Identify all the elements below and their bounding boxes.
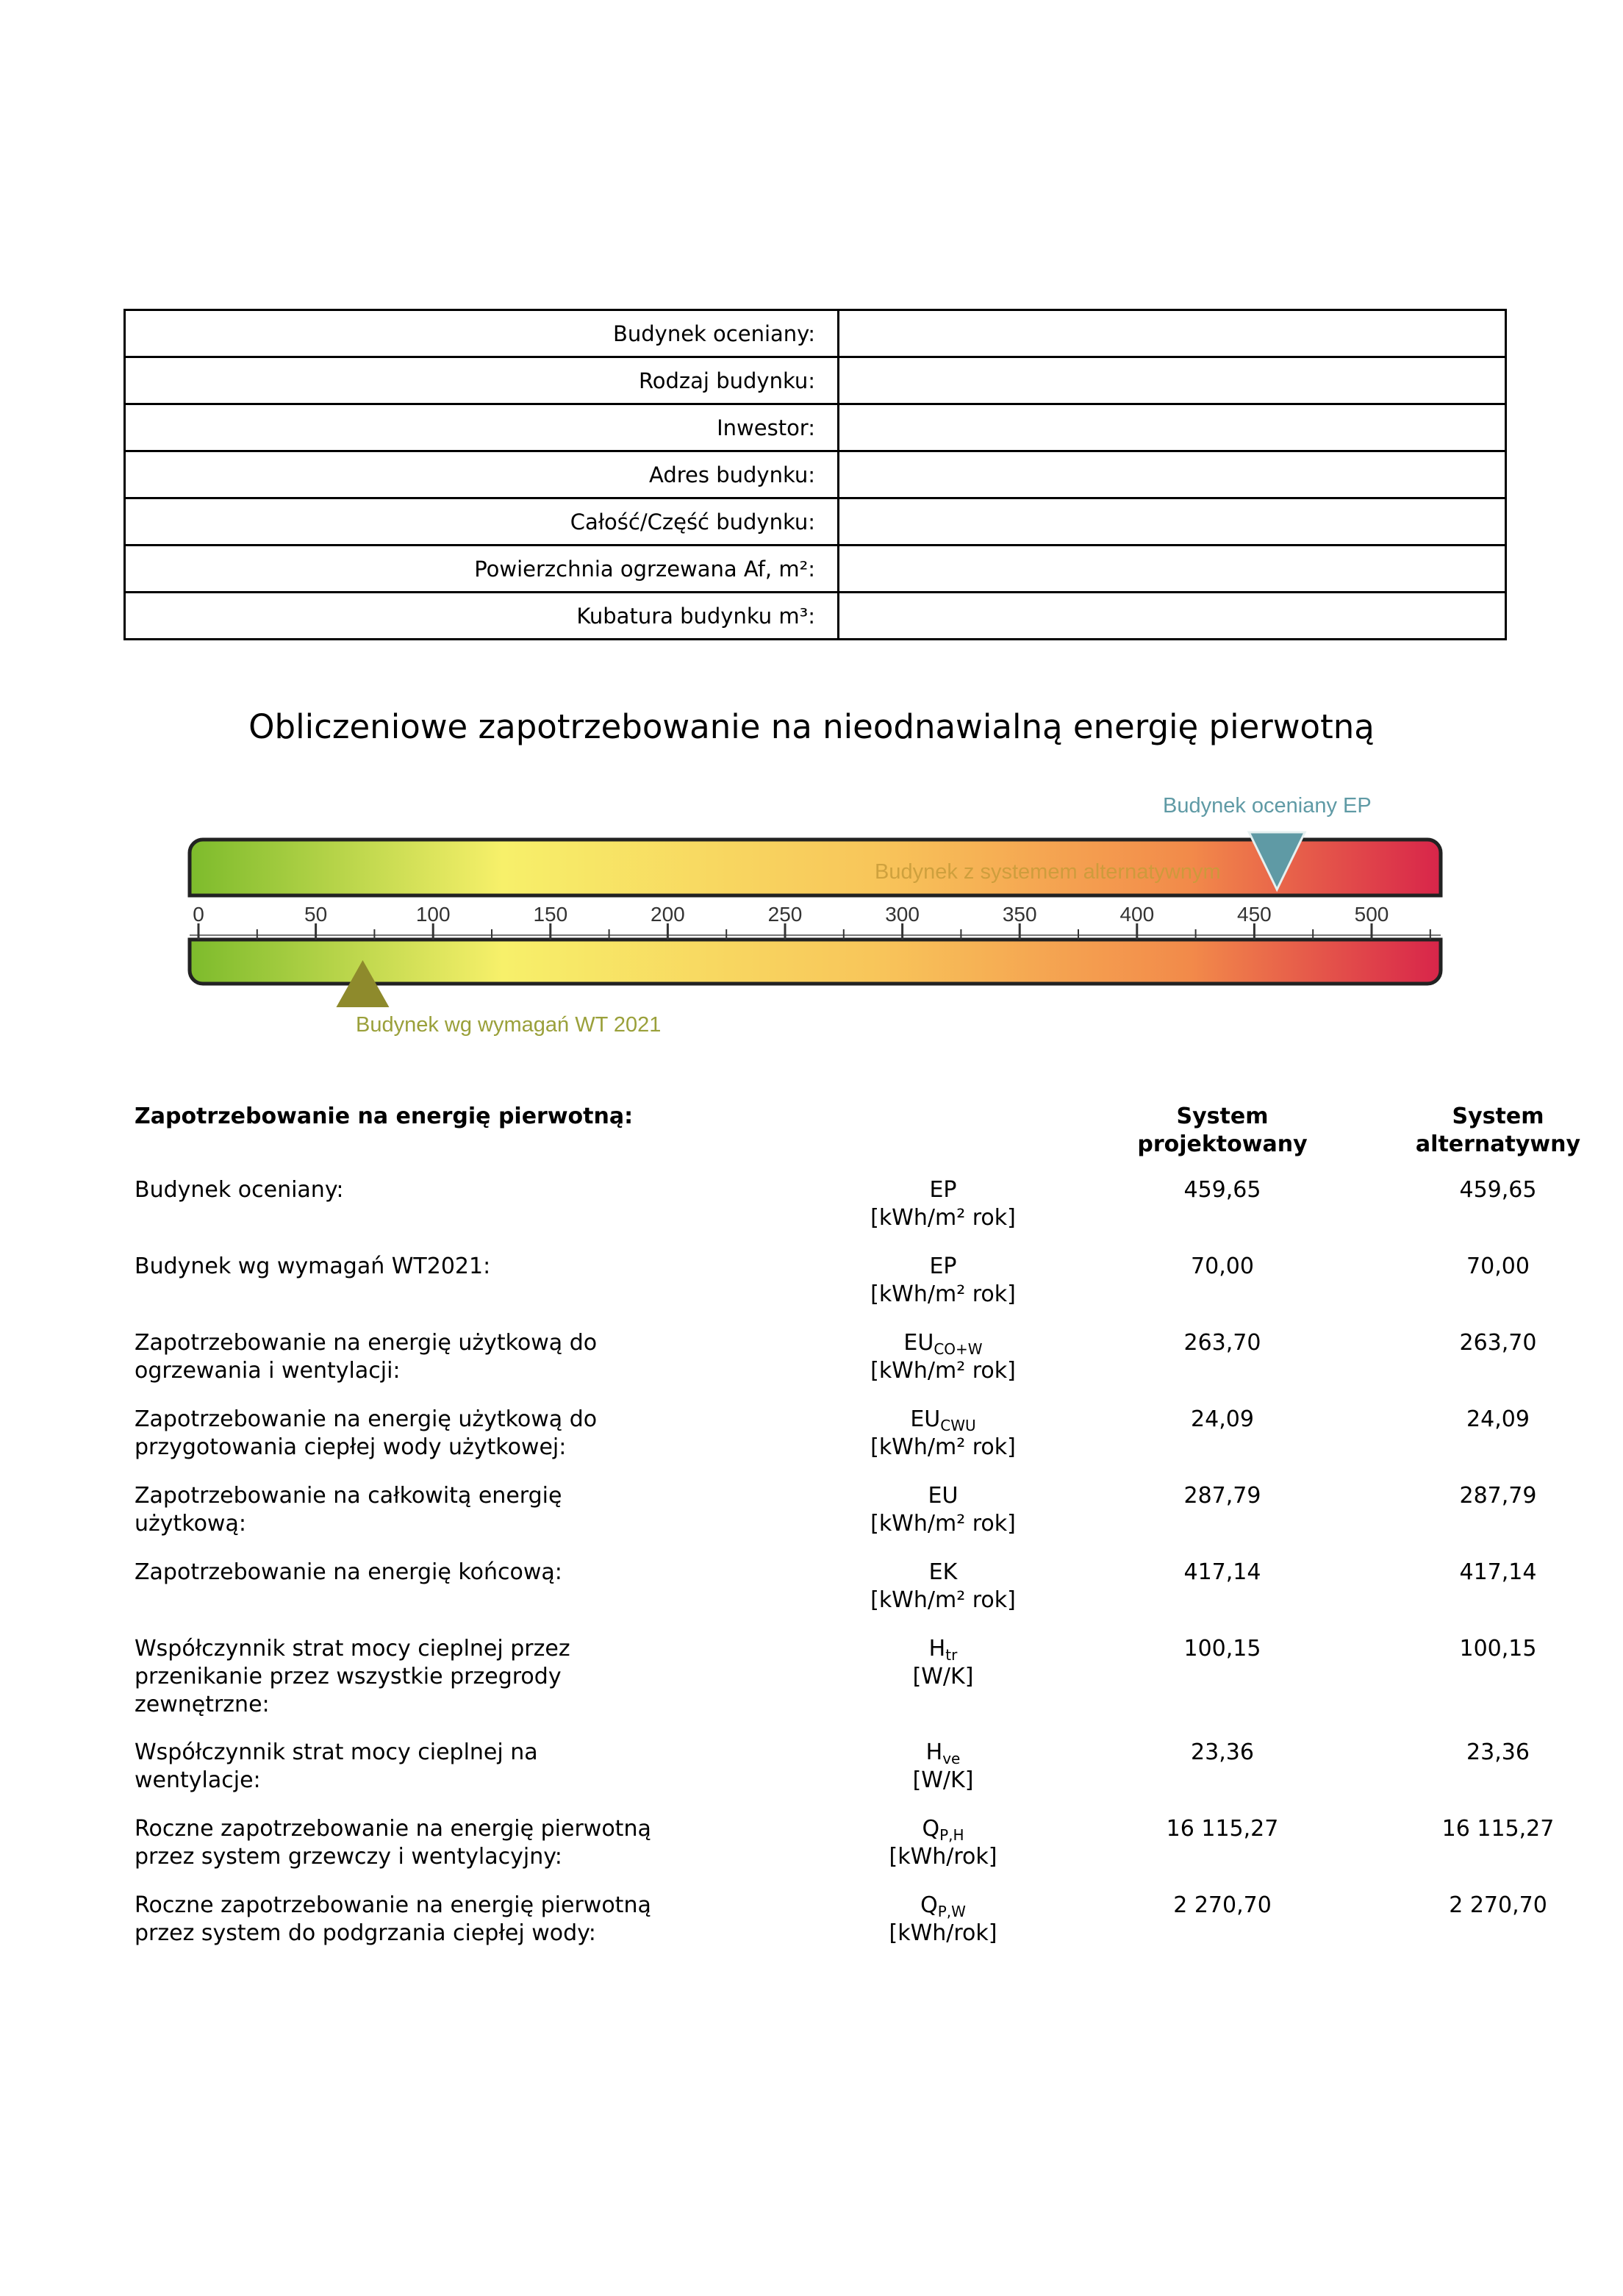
info-label: Budynek oceniany: (125, 310, 839, 357)
row-symbol: EU [kWh/m² rok] (870, 1483, 1016, 1537)
row-value-projected: 24,09 (1191, 1406, 1254, 1432)
row-description: Zapotrzebowanie na całkowitą energię użytkową: (135, 1483, 562, 1537)
row-description: Zapotrzebowanie na energię końcową: (135, 1559, 562, 1585)
info-label: Inwestor: (125, 404, 839, 451)
row-value-projected: 263,70 (1183, 1330, 1261, 1356)
row-value-alternative: 2 270,70 (1449, 1892, 1547, 1918)
page-title: Obliczeniowe zapotrzebowanie na nieodnawialną energię pierwotną (248, 707, 1375, 746)
row-value-projected: 287,79 (1183, 1483, 1261, 1509)
row-symbol: $EU_{CWU}$ [kWh/m² rok] (870, 1406, 1016, 1460)
building-info-table (123, 309, 1507, 640)
scale-tick-label: 100 (415, 903, 451, 926)
info-value (839, 593, 1506, 640)
row-symbol: $H_{ve}$ [W/K] (912, 1739, 974, 1793)
scale-tick-label: 200 (651, 903, 685, 926)
info-row (125, 357, 1506, 404)
info-row (125, 404, 1506, 451)
row-value-alternative: 24,09 (1466, 1406, 1530, 1432)
info-value (839, 451, 1506, 498)
scale-tick-label: 250 (767, 903, 803, 926)
row-value-alternative: 100,15 (1459, 1636, 1537, 1662)
row-symbol: $EU_{CO+W}$ [kWh/m² rok] (870, 1330, 1016, 1384)
info-value (839, 404, 1506, 451)
row-description: Zapotrzebowanie na energię użytkową do ogrzewania i wentylacji: (135, 1330, 598, 1384)
scale-tick-label: 450 (1237, 903, 1272, 926)
info-row (125, 546, 1506, 593)
info-value (839, 546, 1506, 593)
info-value (839, 498, 1506, 546)
row-value-alternative: 16 115,27 (1441, 1816, 1555, 1842)
info-label: Całość/Część budynku: (125, 498, 839, 546)
marker-alt-label: Budynek z systemem alternatywnym (875, 860, 1221, 884)
info-row (125, 498, 1506, 546)
row-value-alternative: 70,00 (1466, 1253, 1530, 1279)
row-symbol: EP [kWh/m² rok] (870, 1253, 1016, 1307)
row-value-alternative: 459,65 (1459, 1177, 1537, 1203)
row-description: Budynek wg wymagań WT2021: (135, 1253, 491, 1279)
row-value-projected: 100,15 (1183, 1636, 1261, 1662)
header-col2: System alternatywny (1415, 1104, 1581, 1157)
row-description: Budynek oceniany: (135, 1177, 344, 1203)
info-label: Rodzaj budynku: (125, 357, 839, 404)
row-value-alternative: 287,79 (1459, 1483, 1537, 1509)
info-row (125, 451, 1506, 498)
energy-scale (0, 779, 1623, 1059)
marker-wt-label: Budynek wg wymagań WT 2021 (356, 1013, 662, 1037)
row-value-projected: 16 115,27 (1166, 1816, 1279, 1842)
scale-tick-label: 400 (1119, 903, 1155, 926)
row-value-projected: 459,65 (1183, 1177, 1261, 1203)
row-symbol: $Q_{P,H}$ [kWh/rok] (889, 1816, 997, 1870)
scale-tick-label: 500 (1354, 903, 1389, 926)
scale-tick-label: 350 (1002, 903, 1037, 926)
row-description: Współczynnik strat mocy cieplnej przez przenikanie przez wszystkie przegrody zewnętrzne: (135, 1636, 570, 1717)
info-label: Adres budynku: (125, 451, 839, 498)
info-value (839, 310, 1506, 357)
row-value-alternative: 417,14 (1459, 1559, 1537, 1585)
scale-tick-label: 50 (304, 903, 328, 926)
header-col1: System projektowany (1137, 1104, 1308, 1157)
scale-bottom-bar (190, 940, 1441, 984)
row-symbol: EK [kWh/m² rok] (870, 1559, 1016, 1613)
info-row (125, 593, 1506, 640)
info-row (125, 310, 1506, 357)
scale-top-bar (190, 840, 1441, 895)
row-symbol: EP [kWh/m² rok] (870, 1177, 1016, 1231)
row-description: Zapotrzebowanie na energię użytkową do przygotowania ciepłej wody użytkowej: (135, 1406, 598, 1460)
row-symbol: $H_{tr}$ [W/K] (912, 1636, 974, 1689)
row-value-alternative: 23,36 (1466, 1739, 1530, 1765)
marker-ep-label: Budynek oceniany EP (1163, 794, 1372, 818)
row-value-alternative: 263,70 (1459, 1330, 1537, 1356)
row-value-projected: 70,00 (1191, 1253, 1254, 1279)
info-label: Kubatura budynku m³: (125, 593, 839, 640)
row-symbol: $Q_{P,W}$ [kWh/rok] (889, 1892, 997, 1946)
info-label: Powierzchnia ogrzewana Af, m²: (125, 546, 839, 593)
row-description: Współczynnik strat mocy cieplnej na wentylacje: (135, 1739, 538, 1793)
info-value (839, 357, 1506, 404)
row-description: Roczne zapotrzebowanie na energię pierwotną przez system do podgrzania ciepłej wody: (135, 1892, 651, 1946)
row-value-projected: 2 270,70 (1173, 1892, 1272, 1918)
header-desc: Zapotrzebowanie na energię pierwotną: (135, 1104, 634, 1129)
scale-tick-label: 150 (533, 903, 568, 926)
row-value-projected: 417,14 (1183, 1559, 1261, 1585)
scale-tick-label: 0 (193, 903, 204, 926)
scale-tick-label: 300 (885, 903, 920, 926)
row-description: Roczne zapotrzebowanie na energię pierwotną przez system grzewczy i wentylacyjny: (135, 1816, 651, 1870)
row-value-projected: 23,36 (1191, 1739, 1254, 1765)
